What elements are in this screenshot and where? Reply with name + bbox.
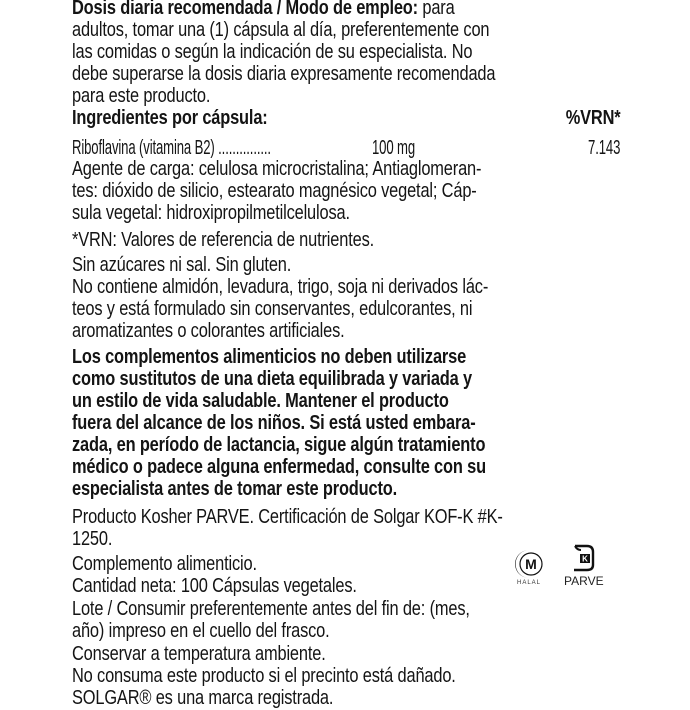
free-from-line-2: No contiene almidón, levadura, trigo, soja ni derivados lác-: [72, 275, 489, 298]
dosage-line-2: adultos, tomar una (1) cápsula al día, preferentemente con: [72, 18, 490, 41]
kosher-line-1: Producto Kosher PARVE. Certificación de Solgar KOF-K #K-: [72, 505, 503, 528]
excipients-line-1: Agente de carga: celulosa microcristalina; Antiaglomeran-: [72, 157, 482, 180]
svg-text:K: K: [581, 554, 588, 564]
kof-k-parve-logo: [564, 543, 604, 587]
vrn-column-header: %VRN*: [565, 106, 620, 129]
warning-line-2: como sustitutos de una dieta equilibrada y variada y: [72, 367, 472, 390]
warning-line-7: especialista antes de tomar este producto.: [72, 477, 398, 500]
kosher-line-2: 1250.: [72, 527, 113, 550]
kof-k-parve-icon: [571, 543, 597, 573]
warning-line-5: zada, en período de lactancia, sigue algún tratamiento: [72, 433, 486, 456]
dosage-line-5: para este producto.: [72, 84, 211, 107]
batch-line-2: año) impreso en el cuello del frasco.: [72, 619, 330, 642]
warning-line-6: médico o padece alguna enfermedad, consulte con su: [72, 455, 486, 478]
halal-label: HALAL: [516, 580, 541, 586]
excipients-line-2: tes: dióxido de silicio, estearato magnésico vegetal; Cáp-: [72, 179, 477, 202]
free-from-line-1: Sin azúcares ni sal. Sin gluten.: [72, 253, 292, 276]
dosage-heading: Dosis diaria recomendada / Modo de empleo:: [72, 0, 418, 19]
parve-label: PARVE: [564, 574, 604, 588]
warning-line-1: Los complementos alimenticios no deben utilizarse: [72, 345, 467, 368]
svg-text:M: M: [525, 556, 537, 572]
free-from-line-4: aromatizantes o colorantes artificiales.: [72, 319, 345, 342]
halal-logo: [512, 548, 546, 587]
seal-warning: No consuma este producto si el precinto está dañado.: [72, 664, 456, 687]
ingredients-header: [72, 106, 620, 130]
dosage-line-4: debe superarse la dosis diaria expresamente recomendada: [72, 62, 496, 85]
excipients-line-3: sula vegetal: hidroxipropilmetilcelulosa.: [72, 201, 350, 224]
dosage-line-1: Dosis diaria recomendada / Modo de empleo: para: [72, 0, 620, 20]
free-from-line-3: teos y está formulado sin conservantes, edulcorantes, ni: [72, 297, 473, 320]
vrn-note: *VRN: Valores de referencia de nutrientes.: [72, 228, 375, 251]
halal-m-icon: [512, 548, 546, 580]
net-quantity: Cantidad neta: 100 Cápsulas vegetales.: [72, 574, 357, 597]
ingredients-heading: Ingredientes por cápsula:: [72, 106, 268, 129]
certification-logos: [512, 543, 604, 587]
ingredient-vrn: 7.143: [587, 136, 620, 159]
dosage-line-3: las comidas o según la indicación de su especialista. No: [72, 40, 473, 63]
ingredient-amount: 100 mg: [372, 136, 415, 159]
ingredient-name: Riboflavina (vitamina B2) ...............: [72, 136, 271, 159]
warning-line-3: un estilo de vida saludable. Mantener el producto: [72, 389, 449, 412]
product-type: Complemento alimenticio.: [72, 552, 257, 575]
batch-line-1: Lote / Consumir preferentemente antes del fin de: (mes,: [72, 597, 470, 620]
storage: Conservar a temperatura ambiente.: [72, 642, 326, 665]
trademark: SOLGAR® es una marca registrada.: [72, 686, 334, 709]
warning-line-4: fuera del alcance de los niños. Si está usted embara-: [72, 411, 476, 434]
